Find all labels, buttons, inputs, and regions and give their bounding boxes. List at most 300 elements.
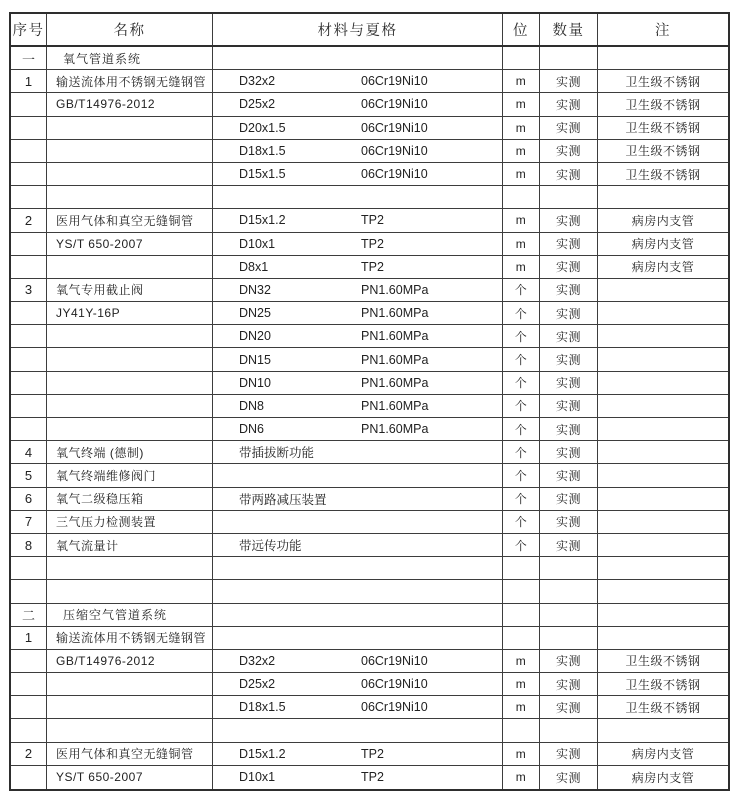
unit-text: 个: [514, 399, 528, 414]
cell-material-spec: [213, 441, 503, 463]
cell-unit: [503, 696, 540, 718]
quantity-text: 实测: [555, 121, 581, 136]
cell-quantity: [540, 372, 598, 394]
cell-quantity: [540, 488, 598, 510]
cell-unit: [503, 673, 540, 695]
unit-text: 个: [514, 353, 528, 368]
cell-unit: [503, 140, 540, 162]
cell-unit: [503, 256, 540, 278]
cell-serial-no: [11, 441, 47, 463]
cell-serial-no: [11, 233, 47, 255]
cell-unit: [503, 372, 540, 394]
table-row: [11, 233, 728, 256]
cell-quantity: [540, 557, 598, 579]
material-text: PN1.60MPa: [361, 398, 429, 413]
serial-no-text: 2: [24, 746, 33, 762]
cell-material-spec: [213, 395, 503, 417]
cell-quantity: [540, 441, 598, 463]
note-text: 卫生级不锈钢: [625, 144, 701, 159]
cell-quantity: [540, 673, 598, 695]
cell-quantity: [540, 719, 598, 741]
unit-text: m: [515, 653, 527, 668]
cell-serial-no: [11, 395, 47, 417]
cell-material-spec: [213, 256, 503, 278]
note-text: 卫生级不锈钢: [625, 167, 701, 182]
quantity-text: 实测: [555, 237, 581, 252]
cell-name: [47, 488, 213, 510]
cell-unit: [503, 766, 540, 789]
cell-note: [598, 140, 728, 162]
unit-text: 个: [514, 538, 528, 553]
note-text: 卫生级不锈钢: [625, 121, 701, 136]
cell-material-spec: [213, 233, 503, 255]
bill-of-materials-table: [9, 12, 730, 791]
cell-name: [47, 511, 213, 533]
spec-text: D10x1: [239, 770, 276, 785]
cell-serial-no: [11, 70, 47, 92]
cell-note: [598, 209, 728, 231]
name-text: YS/T 650-2007: [56, 236, 144, 251]
table-row: [11, 557, 728, 580]
cell-material-spec: [213, 580, 503, 602]
spec-text: D25x2: [239, 97, 276, 112]
cell-quantity: [540, 627, 598, 649]
unit-text: 个: [514, 306, 528, 321]
cell-note: [598, 163, 728, 185]
note-text: 卫生级不锈钢: [625, 700, 701, 715]
cell-quantity: [540, 604, 598, 626]
note-text: 病房内支管: [631, 747, 695, 762]
cell-material-spec: [213, 163, 503, 185]
cell-material-spec: [213, 302, 503, 324]
cell-serial-no: [11, 186, 47, 208]
cell-note: [598, 279, 728, 301]
note-text: 病房内支管: [631, 213, 695, 228]
name-text: 氧气专用截止阀: [56, 283, 144, 298]
cell-material-spec: [213, 372, 503, 394]
spec-text: DN25: [239, 306, 271, 321]
unit-text: 个: [514, 492, 528, 507]
material-text: 06Cr19Ni10: [361, 653, 428, 668]
table-row: [11, 627, 728, 650]
note-text: 病房内支管: [631, 260, 695, 275]
name-text: 氧气二级稳压箱: [56, 492, 144, 507]
cell-material-spec: [213, 557, 503, 579]
cell-serial-no: [11, 325, 47, 347]
quantity-text: 实测: [555, 445, 581, 460]
table-row: [11, 325, 728, 348]
cell-note: [598, 233, 728, 255]
material-text: 06Cr19Ni10: [361, 97, 428, 112]
cell-quantity: [540, 140, 598, 162]
cell-unit: [503, 650, 540, 672]
cell-name: [47, 464, 213, 486]
quantity-text: 实测: [555, 306, 581, 321]
note-text: 卫生级不锈钢: [625, 677, 701, 692]
cell-name: [47, 233, 213, 255]
cell-note: [598, 348, 728, 370]
serial-no-text: 4: [24, 444, 33, 460]
note-text: 卫生级不锈钢: [625, 654, 701, 669]
cell-name: [47, 395, 213, 417]
cell-unit: [503, 418, 540, 440]
serial-no-text: 6: [24, 491, 33, 507]
cell-unit: [503, 279, 540, 301]
cell-name: [47, 418, 213, 440]
spec-text: D25x2: [239, 677, 276, 692]
quantity-text: 实测: [555, 492, 581, 507]
cell-unit: [503, 348, 540, 370]
header-cell-material: 材料与夏格: [213, 14, 503, 45]
cell-unit: [503, 604, 540, 626]
cell-note: [598, 743, 728, 765]
cell-quantity: [540, 47, 598, 69]
spec-text: 带插拔断功能: [239, 446, 315, 461]
cell-unit: [503, 47, 540, 69]
table-row: [11, 464, 728, 487]
cell-material-spec: [213, 47, 503, 69]
serial-no-text: 8: [24, 537, 33, 553]
serial-no-text: 1: [24, 73, 33, 89]
material-text: PN1.60MPa: [361, 422, 429, 437]
cell-material-spec: [213, 534, 503, 556]
quantity-text: 实测: [555, 97, 581, 112]
table-row: [11, 441, 728, 464]
cell-material-spec: [213, 464, 503, 486]
unit-text: m: [515, 120, 527, 135]
cell-serial-no: [11, 464, 47, 486]
cell-quantity: [540, 464, 598, 486]
cell-note: [598, 673, 728, 695]
cell-quantity: [540, 766, 598, 789]
serial-no-text: 2: [24, 212, 33, 228]
cell-name: [47, 673, 213, 695]
cell-name: [47, 93, 213, 115]
cell-material-spec: [213, 650, 503, 672]
serial-no-text: 1: [24, 630, 33, 646]
cell-material-spec: [213, 348, 503, 370]
unit-text: 个: [514, 283, 528, 298]
cell-unit: [503, 488, 540, 510]
cell-note: [598, 325, 728, 347]
cell-note: [598, 93, 728, 115]
header-cell-no: 序号: [11, 14, 47, 45]
cell-serial-no: [11, 627, 47, 649]
cell-note: [598, 441, 728, 463]
cell-name: [47, 117, 213, 139]
cell-serial-no: [11, 650, 47, 672]
cell-note: [598, 47, 728, 69]
serial-no-text: 3: [24, 282, 33, 298]
spec-text: D20x1.5: [239, 120, 286, 135]
cell-unit: [503, 117, 540, 139]
cell-serial-no: [11, 209, 47, 231]
spec-text: 带远传功能: [239, 539, 302, 554]
cell-unit: [503, 395, 540, 417]
cell-unit: [503, 511, 540, 533]
cell-note: [598, 464, 728, 486]
cell-serial-no: [11, 580, 47, 602]
cell-quantity: [540, 743, 598, 765]
name-text: 三气压力检测装置: [56, 515, 157, 530]
cell-serial-no: [11, 163, 47, 185]
material-text: TP2: [361, 259, 384, 274]
cell-quantity: [540, 325, 598, 347]
table-row: [11, 256, 728, 279]
unit-text: 个: [514, 468, 528, 483]
cell-quantity: [540, 580, 598, 602]
cell-material-spec: [213, 627, 503, 649]
serial-no-text: 7: [24, 514, 33, 530]
cell-unit: [503, 93, 540, 115]
quantity-text: 实测: [555, 376, 581, 391]
cell-material-spec: [213, 279, 503, 301]
cell-unit: [503, 719, 540, 741]
cell-serial-no: [11, 279, 47, 301]
table-row: [11, 673, 728, 696]
cell-material-spec: [213, 673, 503, 695]
cell-material-spec: [213, 604, 503, 626]
quantity-text: 实测: [555, 167, 581, 182]
cell-quantity: [540, 233, 598, 255]
cell-serial-no: [11, 302, 47, 324]
cell-note: [598, 418, 728, 440]
cell-quantity: [540, 70, 598, 92]
cell-note: [598, 302, 728, 324]
cell-name: [47, 186, 213, 208]
material-text: 06Cr19Ni10: [361, 120, 428, 135]
cell-note: [598, 557, 728, 579]
table-row: [11, 140, 728, 163]
table-row: [11, 372, 728, 395]
cell-name: [47, 441, 213, 463]
quantity-text: 实测: [555, 283, 581, 298]
spec-text: D15x1.5: [239, 167, 286, 182]
cell-material-spec: [213, 696, 503, 718]
cell-quantity: [540, 348, 598, 370]
cell-unit: [503, 163, 540, 185]
quantity-text: 实测: [555, 747, 581, 762]
unit-text: m: [515, 746, 527, 761]
cell-material-spec: [213, 140, 503, 162]
cell-name: [47, 719, 213, 741]
material-text: 06Cr19Ni10: [361, 700, 428, 715]
quantity-text: 实测: [555, 353, 581, 368]
spec-text: D18x1.5: [239, 700, 286, 715]
header-cell-qty: 数量: [540, 14, 598, 45]
cell-note: [598, 186, 728, 208]
cell-material-spec: [213, 325, 503, 347]
unit-text: m: [515, 236, 527, 251]
cell-quantity: [540, 209, 598, 231]
cell-quantity: [540, 117, 598, 139]
table-row: [11, 163, 728, 186]
unit-text: 个: [514, 329, 528, 344]
cell-material-spec: [213, 511, 503, 533]
cell-name: [47, 580, 213, 602]
material-text: TP2: [361, 236, 384, 251]
quantity-text: 实测: [555, 538, 581, 553]
cell-name: [47, 348, 213, 370]
unit-text: m: [515, 143, 527, 158]
cell-name: [47, 256, 213, 278]
name-text: 输送流体用不锈钢无缝钢管: [56, 74, 207, 89]
cell-serial-no: [11, 47, 47, 69]
cell-name: [47, 302, 213, 324]
cell-unit: [503, 186, 540, 208]
unit-text: m: [515, 97, 527, 112]
cell-material-spec: [213, 766, 503, 789]
header-cell-unit: 位: [503, 14, 540, 45]
cell-serial-no: [11, 719, 47, 741]
cell-unit: [503, 441, 540, 463]
unit-text: 个: [514, 376, 528, 391]
quantity-text: 实测: [555, 144, 581, 159]
cell-material-spec: [213, 186, 503, 208]
quantity-text: 实测: [555, 677, 581, 692]
cell-serial-no: [11, 348, 47, 370]
name-text: 压缩空气管道系统: [63, 608, 168, 623]
cell-name: [47, 279, 213, 301]
material-text: PN1.60MPa: [361, 352, 429, 367]
cell-note: [598, 719, 728, 741]
table-row: [11, 534, 728, 557]
table-row: [11, 696, 728, 719]
name-text: 氧气终端 (德制): [56, 445, 144, 460]
unit-text: m: [515, 700, 527, 715]
spec-text: D15x1.2: [239, 213, 286, 228]
table-row: [11, 488, 728, 511]
cell-serial-no: [11, 557, 47, 579]
cell-unit: [503, 209, 540, 231]
material-text: TP2: [361, 746, 384, 761]
table-row: [11, 209, 728, 232]
spec-text: D8x1: [239, 259, 269, 274]
name-text: 输送流体用不锈钢无缝钢管: [56, 631, 207, 646]
spec-text: DN8: [239, 398, 265, 413]
cell-serial-no: [11, 256, 47, 278]
cell-serial-no: [11, 418, 47, 440]
serial-no-text: 一: [21, 51, 35, 67]
table-row: [11, 418, 728, 441]
table-row: [11, 348, 728, 371]
spec-text: D18x1.5: [239, 143, 286, 158]
quantity-text: 实测: [555, 399, 581, 414]
table-row: [11, 117, 728, 140]
cell-name: [47, 557, 213, 579]
cell-note: [598, 70, 728, 92]
table-body: [11, 47, 728, 789]
cell-quantity: [540, 534, 598, 556]
quantity-text: 实测: [555, 74, 581, 89]
name-text: 氧气管道系统: [63, 51, 142, 66]
cell-quantity: [540, 418, 598, 440]
table-row: [11, 302, 728, 325]
cell-unit: [503, 743, 540, 765]
table-row: [11, 279, 728, 302]
unit-text: m: [515, 259, 527, 274]
cell-serial-no: [11, 696, 47, 718]
cell-note: [598, 650, 728, 672]
cell-material-spec: [213, 743, 503, 765]
cell-note: [598, 627, 728, 649]
cell-unit: [503, 534, 540, 556]
cell-note: [598, 395, 728, 417]
cell-note: [598, 117, 728, 139]
table-row: [11, 650, 728, 673]
note-text: 卫生级不锈钢: [625, 97, 701, 112]
table-row: [11, 743, 728, 766]
cell-name: [47, 140, 213, 162]
header-cell-name: 名称: [47, 14, 213, 45]
cell-name: [47, 766, 213, 789]
cell-name: [47, 163, 213, 185]
material-text: PN1.60MPa: [361, 306, 429, 321]
quantity-text: 实测: [555, 468, 581, 483]
unit-text: m: [515, 213, 527, 228]
cell-note: [598, 604, 728, 626]
spec-text: D10x1: [239, 236, 276, 251]
cell-material-spec: [213, 70, 503, 92]
cell-quantity: [540, 256, 598, 278]
cell-serial-no: [11, 673, 47, 695]
table-row: [11, 93, 728, 116]
spec-text: D32x2: [239, 653, 276, 668]
cell-material-spec: [213, 209, 503, 231]
cell-quantity: [540, 163, 598, 185]
cell-note: [598, 580, 728, 602]
material-text: TP2: [361, 770, 384, 785]
table-row: [11, 719, 728, 742]
cell-name: [47, 372, 213, 394]
spec-text: D15x1.2: [239, 746, 286, 761]
name-text: YS/T 650-2007: [56, 770, 144, 785]
quantity-text: 实测: [555, 329, 581, 344]
spec-text: D32x2: [239, 74, 276, 89]
spec-text: DN6: [239, 422, 265, 437]
material-text: TP2: [361, 213, 384, 228]
cell-note: [598, 696, 728, 718]
cell-name: [47, 627, 213, 649]
cell-unit: [503, 70, 540, 92]
note-text: 病房内支管: [631, 770, 695, 785]
table-row: [11, 580, 728, 603]
cell-material-spec: [213, 719, 503, 741]
table-row: [11, 186, 728, 209]
cell-quantity: [540, 511, 598, 533]
cell-serial-no: [11, 511, 47, 533]
cell-quantity: [540, 696, 598, 718]
spec-text: DN20: [239, 329, 271, 344]
cell-name: [47, 47, 213, 69]
cell-name: [47, 743, 213, 765]
cell-unit: [503, 464, 540, 486]
note-text: 卫生级不锈钢: [625, 74, 701, 89]
cell-serial-no: [11, 534, 47, 556]
unit-text: 个: [514, 445, 528, 460]
table-row: [11, 70, 728, 93]
cell-name: [47, 696, 213, 718]
unit-text: 个: [514, 515, 528, 530]
unit-text: m: [515, 677, 527, 692]
name-text: GB/T14976-2012: [56, 653, 156, 668]
material-text: 06Cr19Ni10: [361, 167, 428, 182]
cell-serial-no: [11, 372, 47, 394]
material-text: PN1.60MPa: [361, 329, 429, 344]
material-text: 06Cr19Ni10: [361, 143, 428, 158]
quantity-text: 实测: [555, 213, 581, 228]
cell-quantity: [540, 395, 598, 417]
